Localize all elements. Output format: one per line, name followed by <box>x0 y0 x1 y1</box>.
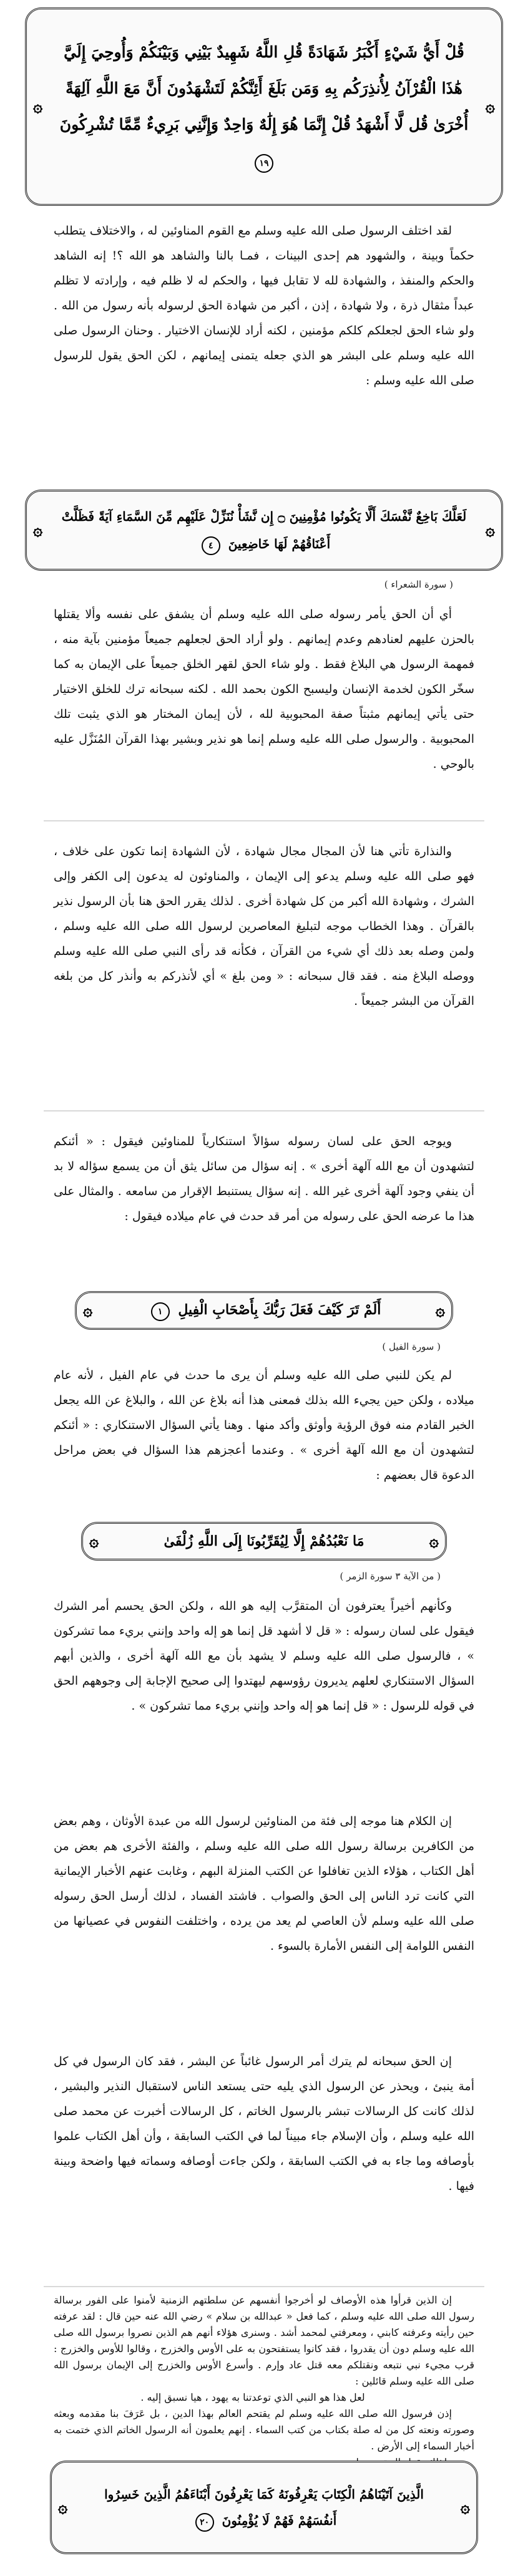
verse-number-badge: ٢٠ <box>195 2513 214 2532</box>
verse-number-badge: ١٩ <box>255 154 273 173</box>
verse-plaque-top <box>25 7 503 206</box>
ornament-icon: ۞ <box>485 97 495 116</box>
ornament-icon: ۞ <box>460 2498 470 2517</box>
commentary-block <box>0 1809 528 2040</box>
commentary-paragraph: وكأنهم أخيراً يعترفون أن المتقرَّب إليه هو الله ، ولكن الحق يحسم أمر الشرك فيقول على لسان رسوله : « قل لا أشهد قل إنما هو إله واحد وإنني بريء مما تشركون » ، فالرسول صلى الله عليه وسلم لا يشهد بأن مع الله آلهة أخرى ، والذين أبهم السؤال الاستنكاري لعلهم يديرون رؤوسهم ليهتدوا إلى صحيح الإجابة إلى وجوههم الحق في قوله للرسول : « قل إنما هو إله واحد وإنني بريء مما تشركون » . <box>54 1599 474 1713</box>
ornament-icon: ۞ <box>58 2498 68 2517</box>
section-divider <box>44 820 484 821</box>
commentary-paragraph: إن الحق سبحانه لم يترك أمر الرسول غائباً عن البشر ، فقد كان الرسول في كل أمة ينبئ ، ويحذر عن الرسول الذي يليه حتى يستعد الناس لاستقبال النذير والبشير ، لذلك كانت كل الرسالات تبشر بالرسول الخاتم ، كل الرسالات أخبرت عن محمد صلى الله عليه وسلم ، وأن الإسلام جاء مبيناً لما في الكتب السابقة ، وأن أهل الكتاب علموا بأوصافه وما جاء به في الكتب السابقة ، ولكن جاءت أوصافه وسماته فيها واضحة وبينة فيها . <box>54 2055 474 2193</box>
verse-plaque-bottom <box>50 2461 478 2554</box>
verse-number-badge: ٤ <box>202 536 220 555</box>
ornament-icon: ۞ <box>429 1532 439 1551</box>
commentary-block <box>0 602 528 808</box>
verse-number-badge: ١ <box>151 1302 170 1321</box>
surah-source-label: ( من الآية ٣ سورة الزمر ) <box>340 1571 441 1582</box>
commentary-paragraph: لم يكن للنبي صلى الله عليه وسلم أن يرى ما حدث في عام الفيل ، لأنه عام ميلاده ، ولكن حين يجيء الله بذلك فمعنى هذا أنه بلاغ عن الله ، والبلاغ عن الله يجعل الخبر القادم منه فوق الرؤية وأوثق وأكد منها . وهنا يأتي السؤال الاستنكاري : « أئنكم لتشهدون أن مع الله آلهة أخرى » . وعندما أعجزهم هذا السؤال في بعض مراحل الدعوة قال بعضهم : <box>54 1368 474 1482</box>
verse-text: أَلَمْ تَرَ كَيْفَ فَعَلَ رَبُّكَ بِأَصْحَابِ الْفِيلِ <box>178 1301 381 1318</box>
ornament-icon: ۞ <box>485 521 495 540</box>
verse-text: مَا نَعْبُدُهُمْ إِلَّا لِيُقَرِّبُونَا إِلَى اللَّهِ زُلْفَىٰ <box>164 1533 364 1549</box>
verse-text: قُلْ أَيُّ شَيْءٍ أَكْبَرُ شَهَادَةً قُلِ اللَّهُ شَهِيدٌ بَيْنِي وَبَيْنَكُمْ وَأُوحِيَ إِلَيَّ هَٰذَا الْقُرْآنُ لِأُنذِرَكُم بِهِ وَمَن بَلَغَ أَئِنَّكُمْ لَتَشْهَدُونَ أَنَّ مَعَ اللَّهِ آلِهَةً أُخْرَىٰ قُل لَّا أَشْهَدُ قُلْ إِنَّمَا هُوَ إِلَٰهٌ وَاحِدٌ وَإِنَّنِي بَرِيءٌ مِّمَّا تُشْرِكُونَ <box>59 43 469 133</box>
commentary-paragraph: لقد اختلف الرسول صلى الله عليه وسلم مع القوم المناوئين له ، والاختلاف يتطلب حكماً وبينة ، والشهود هم إحدى البينات ، فمـا بالنا والشاهد هو الله ؟! إنه الشاهد والحكم والمنفذ ، والشهادة لله لا تقابل فيها ، والحكم له لا ظلم فيه ، وإرادته لا تظلم عبداً مثقال ذرة ، ولا شهادة ، إذن ، أكبر من شهادة الحق لرسوله بأنه رسول من الله . ولو شاء الحق لجعلكم كلكم مؤمنين ، لكنه أراد للإنسان الاختيار . وحنان الرسول صلى الله عليه وسلم على البشر هو الذي جعله يتمنى إيمانهم ، لكن الحق يقول للرسول صلى الله عليه وسلم : <box>54 224 474 387</box>
ornament-icon: ۞ <box>89 1532 99 1551</box>
verse-text: الَّذِينَ آتَيْنَاهُمُ الْكِتَابَ يَعْرِفُونَهُ كَمَا يَعْرِفُونَ أَبْنَاءَهُمُ الَّذِينَ خَسِرُوا أَنفُسَهُمْ فَهُمْ لَا يُؤْمِنُونَ <box>104 2487 424 2528</box>
surah-source-label: ( سورة الشعراء ) <box>384 579 453 590</box>
verse-plaque <box>25 490 503 571</box>
commentary-block <box>0 839 528 1101</box>
section-divider <box>44 1110 484 1111</box>
verse-plaque <box>81 1522 447 1561</box>
commentary-block <box>0 2049 528 2280</box>
ornament-icon: ۞ <box>33 521 43 540</box>
surah-source-label: ( سورة الفيل ) <box>382 1341 441 1352</box>
commentary-paragraph: ويوجه الحق على لسان رسوله سؤالاً استنكارياً للمناوئين فيقول : « أئنكم لتشهدون أن مع الله آلهة أخرى » . إنه سؤال من سائل يثق أن من يسمع سؤاله لا بد أن ينفي وجود آلهة أخرى غير الله . إنه سؤال يستنبط الإقرار من سامعه . والمثال على هذا ما عرضه الحق على رسوله من أمر قد حدث في عام ميلاده فيقول : <box>54 1135 474 1223</box>
commentary-paragraph: إن الذين قرأوا هذه الأوصاف لو أخرجوا أنفسهم عن سلطتهم الزمنية لأمنوا على الفور برسالة رسول الله صلى الله عليه وسلم ، كما فعل « عبدالله بن سلام » رضي الله عنه حين قال : لقد عرفته حين رأيته وعرفته كابني ، ومعرفتي لمحمد أشد . وسنرى هؤلاء أنهم هم الذين نصروا برسول الله صلى الله عليه وسلم دون أن يقدروا ، فقد كانوا يستفتحون به على الأوس والخزرج ، وقالوا للأوس والخزرج : قرب مجيء نبي نتبعه ونقتلكم معه قتل عاد وإرم . وأسرع الأوس والخزرج إلى الإيمان برسول الله صلى الله عليه وسلم قائلين : <box>54 2294 474 2387</box>
commentary-paragraph: إذن فرسول الله صلى الله عليه وسلم لم يقتحم العالم بهذا الدين ، بل عَرَفَ بنا مقدمه وبعثه وصورته ونعته كل من له صلة بكتاب من كتب السماء . إنهم يعلمون أنه الرسول الخاتم الذي ختمت به أخبار السماء إلى الأرض . <box>54 2408 475 2452</box>
commentary-paragraph: أي أن الحق يأمر رسوله صلى الله عليه وسلم أن يشفق على نفسه وألا يقتلها بالحزن عليهم لعنادهم وعدم إيمانهم . ولو أراد الحق لجعلهم جميعاً مؤمنين بآية منه ، فمهمة الرسول هي البلاغ فقط . ولو شاء الحق لقهر الخلق جميعاً على الإيمان به كما سخّر الكون لخدمة الإنسان وليسبح الكون بحمد الله . لكنه سبحانه ترك للخلق الاختيار حتى يأتي إيمانهم مثبتاً صفة المحبوبية لله ، لأن إيمان المختار هو الذي يثبت تلك المحبوبية . والرسول صلى الله عليه وسلم إنما هو نذير وبشير بهذا القرآن المُنَزَّل عليه بالوحي . <box>54 608 474 771</box>
ornament-icon: ۞ <box>33 97 43 116</box>
commentary-block <box>0 1594 528 1799</box>
commentary-block <box>0 1363 528 1519</box>
ornament-icon: ۞ <box>83 1301 93 1320</box>
verse-plaque <box>75 1291 453 1330</box>
commentary-block <box>0 218 528 480</box>
commentary-block <box>0 2292 528 2454</box>
verse-text: لَعَلَّكَ بَاخِعٌ نَّفْسَكَ أَلَّا يَكُونُوا مُؤْمِنِينَ ۝ إِن نَّشَأْ نُنَزِّلْ عَلَيْهِم مِّنَ السَّمَاءِ آيَةً فَظَلَّتْ أَعْنَاقُهُمْ لَهَا خَاضِعِينَ <box>61 509 467 551</box>
section-divider <box>44 2286 484 2287</box>
commentary-block <box>0 1129 528 1285</box>
commentary-paragraph: والنذارة تأتي هنا لأن المجال مجال شهادة ، لأن الشهادة إنما تكون على خلاف ، فهو صلى الله عليه وسلم يدعو إلى الإيمان ، والمناوئون له يدعون إلى الكفر وإلى الشرك ، وشهادة الله أكبر من كل شهادة أخرى . لذلك يقرر الحق هنا بأن الرسول نذير بالقرآن . وهذا الخطاب موجه لتبليغ المعاصرين لرسول الله صلى الله عليه وسلم ، ولمن وصله بعد ذلك أي شيء من القرآن ، فكأنه قد رأى النبي صلى الله عليه وسلم ووصله البلاغ منه . فقد قال سبحانه : « ومن بلغ » أي لأنذركم به وأنذر كل من بلغه القرآن من البشر جميعاً . <box>54 845 474 1008</box>
ornament-icon: ۞ <box>435 1301 445 1320</box>
commentary-paragraph: إن الكلام هنا موجه إلى فئة من المناوئين لرسول الله من عبدة الأوثان ، وهم بعض من الكافرين برسالة رسول الله صلى الله عليه وسلم ، والفئة الأخرى هم بعض من أهل الكتاب ، هؤلاء الذين تغافلوا عن الكتب المنزلة البهم ، وغابت عنهم الأخبار الإيمانية التي كانت ترد الناس إلى الحق والصواب . فاشتد الفساد ، لذلك أرسل الحق رسوله صلى الله عليه وسلم لأن العاصي لم يعد من يرده ، واختلفت النفوس في عصيانها من النفس اللوامة إلى النفس الأمارة بالسوء . <box>54 1814 474 1953</box>
quoted-saying: لعل هذا هو النبي الذي توعدتنا به يهود ، هيا نسبق إليه . <box>140 2391 365 2403</box>
